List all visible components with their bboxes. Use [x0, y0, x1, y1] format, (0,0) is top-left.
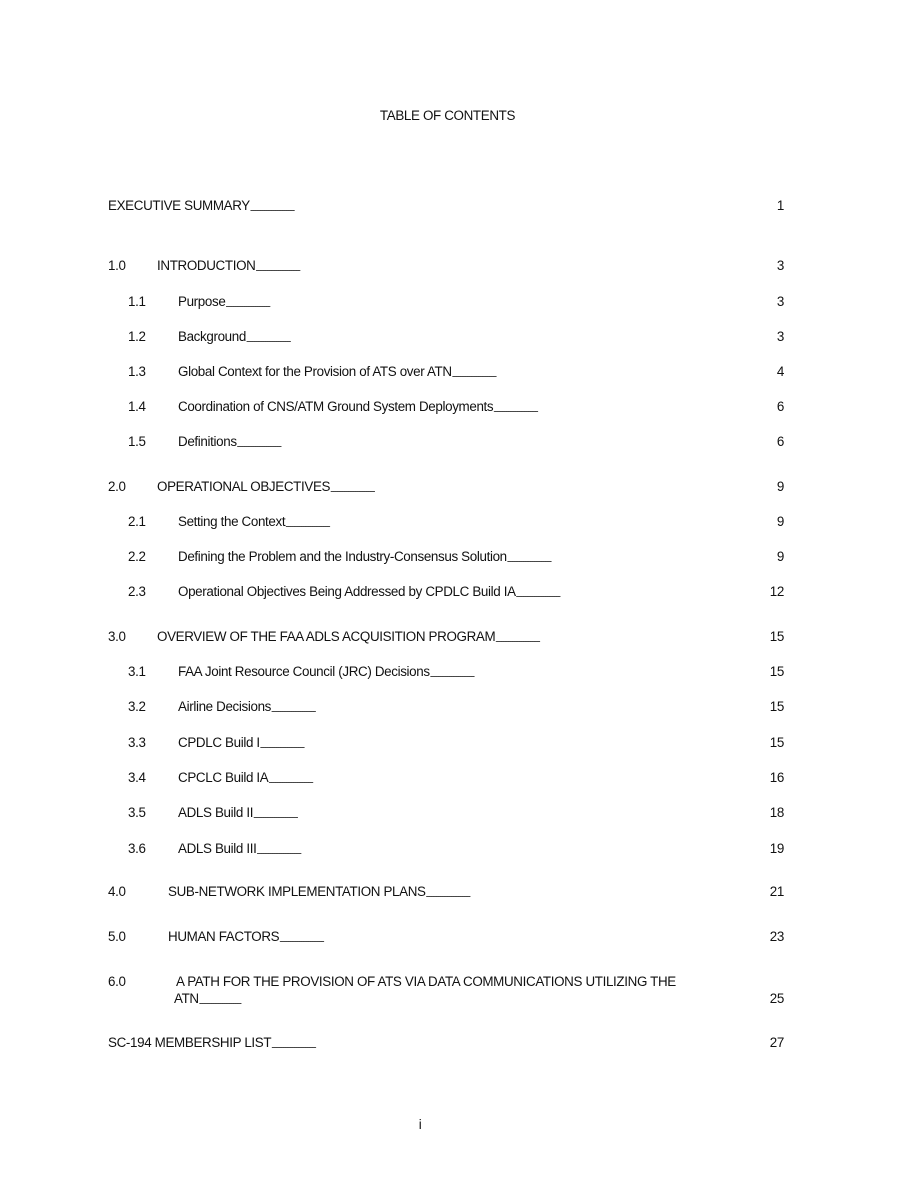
- dot-leader: [225, 293, 775, 311]
- dot-leader: [250, 197, 776, 215]
- toc-page-number: 6: [776, 399, 784, 414]
- toc-title: CPCLC Build IA: [178, 770, 269, 785]
- toc-title: EXECUTIVE SUMMARY: [108, 198, 250, 213]
- toc-number: 4.0: [108, 884, 126, 899]
- toc-page-number: 15: [769, 629, 784, 644]
- toc-title: Background: [178, 329, 246, 344]
- toc-number: 3.6: [128, 841, 146, 856]
- toc-entry-section-2-2[interactable]: [108, 548, 784, 566]
- toc-number: 2.3: [128, 584, 146, 599]
- toc-title: ADLS Build III: [178, 841, 257, 856]
- toc-page-number: 25: [769, 991, 784, 1006]
- dot-leader: [271, 1034, 769, 1052]
- toc-number: 2.2: [128, 549, 146, 564]
- dot-leader: [199, 990, 770, 1008]
- toc-title: Coordination of CNS/ATM Ground System Deployments: [178, 399, 494, 414]
- dot-leader: [507, 548, 776, 566]
- toc-title: Purpose: [178, 294, 226, 309]
- toc-title: HUMAN FACTORS: [168, 929, 280, 944]
- toc-number: 2.1: [128, 514, 146, 529]
- toc-entry-section-4-0[interactable]: [108, 883, 784, 901]
- toc-page-number: 9: [776, 479, 784, 494]
- dot-leader: [452, 363, 776, 381]
- toc-title: SUB-NETWORK IMPLEMENTATION PLANS: [168, 884, 426, 899]
- dot-leader: [285, 513, 776, 531]
- toc-entry-section-2-0[interactable]: [108, 478, 784, 496]
- page-title: TABLE OF CONTENTS: [379, 108, 516, 123]
- toc-number: 1.2: [128, 329, 146, 344]
- dot-leader: [237, 433, 776, 451]
- dot-leader: [246, 328, 776, 346]
- toc-number: 1.4: [128, 399, 146, 414]
- toc-entry-section-2-3[interactable]: [108, 583, 784, 601]
- dot-leader: [260, 734, 769, 752]
- toc-entry-section-3-3[interactable]: [108, 734, 784, 752]
- toc-page-number: 3: [776, 258, 784, 273]
- toc-number: 6.0: [108, 974, 126, 989]
- toc-page-number: 4: [776, 364, 784, 379]
- page-number-footer: i: [418, 1117, 422, 1132]
- toc-entry-section-3-5[interactable]: [108, 804, 784, 822]
- toc-title: A PATH FOR THE PROVISION OF ATS VIA DATA COMMUNICATIONS UTILIZING THE: [176, 974, 676, 989]
- toc-number: 3.1: [128, 664, 146, 679]
- toc-page-number: 9: [776, 549, 784, 564]
- toc-page-number: 1: [776, 198, 784, 213]
- toc-title: SC-194 MEMBERSHIP LIST: [108, 1035, 272, 1050]
- toc-title: ADLS Build II: [178, 805, 254, 820]
- dot-leader: [268, 769, 768, 787]
- toc-title: Definitions: [178, 434, 237, 449]
- toc-page-number: 19: [769, 841, 784, 856]
- dot-leader: [253, 804, 769, 822]
- toc-entry-section-6-0[interactable]: [108, 973, 784, 991]
- dot-leader: [426, 883, 769, 901]
- toc-number: 1.5: [128, 434, 146, 449]
- toc-entry-section-1-3[interactable]: [108, 363, 784, 381]
- toc-title: Global Context for the Provision of ATS over ATN: [178, 364, 452, 379]
- dot-leader: [256, 840, 768, 858]
- toc-number: 1.3: [128, 364, 146, 379]
- toc-title: OVERVIEW OF THE FAA ADLS ACQUISITION PROGRAM: [157, 629, 496, 644]
- toc-entry-section-3-2[interactable]: [108, 698, 784, 716]
- toc-number: 2.0: [108, 479, 126, 494]
- toc-title-continued: ATN: [174, 991, 199, 1006]
- toc-page-number: 3: [776, 329, 784, 344]
- toc-number: 3.2: [128, 699, 146, 714]
- toc-entry-section-6-0-continued[interactable]: [174, 990, 784, 1008]
- toc-entry-section-1-4[interactable]: [108, 398, 784, 416]
- toc-entry-section-3-1[interactable]: [108, 663, 784, 681]
- toc-page-number: 15: [769, 735, 784, 750]
- toc-entry-section-1-0[interactable]: [108, 257, 784, 275]
- dot-leader: [493, 398, 776, 416]
- toc-title: Operational Objectives Being Addressed by CPDLC Build IA: [178, 584, 516, 599]
- toc-title: Defining the Problem and the Industry-Consensus Solution: [178, 549, 507, 564]
- toc-page-number: 16: [769, 770, 784, 785]
- toc-title: FAA Joint Resource Council (JRC) Decisions: [178, 664, 430, 679]
- toc-page-number: 18: [769, 805, 784, 820]
- toc-title: Setting the Context: [178, 514, 286, 529]
- dot-leader: [495, 628, 769, 646]
- toc-entry-section-3-0[interactable]: [108, 628, 784, 646]
- toc-entry-section-1-1[interactable]: [108, 293, 784, 311]
- toc-number: 3.0: [108, 629, 126, 644]
- toc-entry-section-1-2[interactable]: [108, 328, 784, 346]
- dot-leader: [279, 928, 769, 946]
- dot-leader: [255, 257, 775, 275]
- toc-page-number: 21: [769, 884, 784, 899]
- toc-entry-section-3-6[interactable]: [108, 840, 784, 858]
- dot-leader: [430, 663, 769, 681]
- toc-number: 5.0: [108, 929, 126, 944]
- toc-title: INTRODUCTION: [157, 258, 256, 273]
- dot-leader: [271, 698, 769, 716]
- toc-page-number: 27: [769, 1035, 784, 1050]
- toc-title: OPERATIONAL OBJECTIVES: [157, 479, 331, 494]
- toc-page-number: 23: [769, 929, 784, 944]
- toc-number: 3.3: [128, 735, 146, 750]
- toc-page-number: 12: [769, 584, 784, 599]
- dot-leader: [330, 478, 776, 496]
- toc-entry-section-5-0[interactable]: [108, 928, 784, 946]
- dot-leader: [516, 583, 769, 601]
- toc-title: Airline Decisions: [178, 699, 272, 714]
- toc-page-number: 15: [769, 699, 784, 714]
- toc-page-number: 15: [769, 664, 784, 679]
- toc-entry-section-1-5[interactable]: [108, 433, 784, 451]
- toc-page-number: 6: [776, 434, 784, 449]
- toc-number: 3.5: [128, 805, 146, 820]
- toc-number: 1.1: [128, 294, 146, 309]
- toc-page-number: 9: [776, 514, 784, 529]
- toc-number: 3.4: [128, 770, 146, 785]
- toc-entry-membership-list[interactable]: [108, 1034, 784, 1052]
- toc-entry-section-3-4[interactable]: [108, 769, 784, 787]
- toc-number: 1.0: [108, 258, 126, 273]
- toc-title: CPDLC Build I: [178, 735, 260, 750]
- toc-entry-section-2-1[interactable]: [108, 513, 784, 531]
- toc-page-number: 3: [776, 294, 784, 309]
- toc-entry-executive-summary[interactable]: [108, 197, 784, 215]
